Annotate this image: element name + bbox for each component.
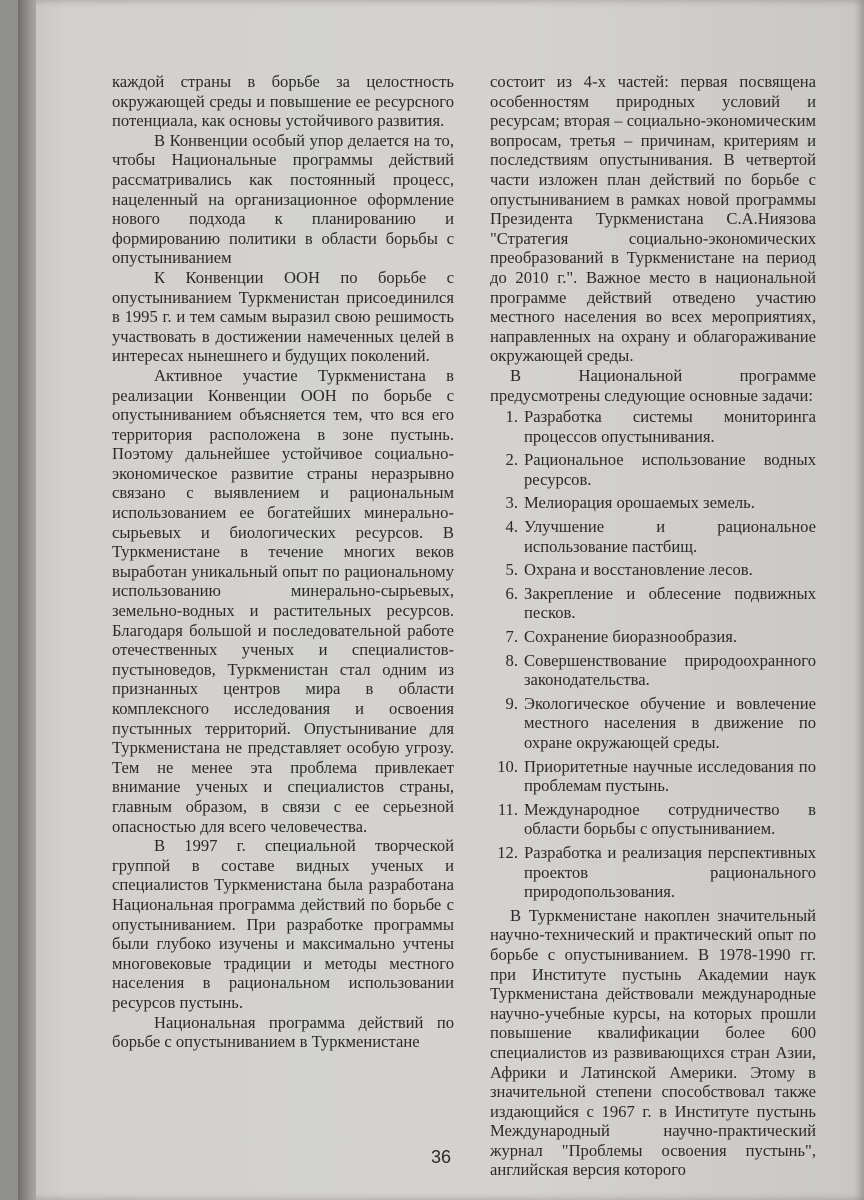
right-column: [490, 72, 816, 1180]
paragraph: В 1997 г. специальной творческой группой в составе видных ученых и специалистов Туркменистана была разработана Национальная программа действий по борьбе с опустыниванием. При разработке программы были глубоко изучены и максимально учтены многовековые традиции и методы местного населения в рациональном использовании ресурсов пустынь.: [112, 836, 454, 1012]
list-item: 5. Охрана и восстановление лесов.: [505, 560, 753, 580]
list-item: 1. Разработка системы мониторинга процессов опустынивания.: [505, 407, 816, 446]
book-page: [18, 0, 864, 1200]
list-item: 7. Сохранение биоразнообразия.: [505, 627, 738, 647]
page-number: 36: [430, 1147, 452, 1167]
left-column: [112, 72, 454, 1052]
list-item: 11. Международное сотрудничество в области борьбы с опустыниванием.: [497, 799, 816, 839]
paragraph: В Туркменистане накоплен значительный научно-технический и практический опыт по борьбе с опустыниванием. В 1978-1990 гг. при Институте пустынь Академии наук Туркменистана действовали международные научно-учебные курсы, на которых прошли повышение квалификации более 600 специалистов из развивающихся стран Азии, Африки и Латинской Америки. Этому в значительной степени способствовал также издающийся с 1967 г. в Институте пустынь Международный научно-практический журнал "Проблемы освоения пустынь", английская версия которого: [490, 905, 816, 1180]
list-item: 4. Улучшение и рациональное использование пастбищ.: [505, 517, 816, 556]
list-item: 12. Разработка и реализация перспективных проектов рационального природопользования.: [497, 842, 816, 902]
tasks-list: [490, 407, 816, 902]
page-edge-shadow: [18, 0, 36, 1200]
list-item: 9. Экологическое обучение и вовлечение местного населения в движение по охране окружающей среды.: [505, 693, 816, 752]
paragraph: Национальная программа действий по борьбе с опустыниванием в Туркменистане: [112, 1012, 454, 1052]
paragraph: каждой страны в борьбе за целостность окружающей среды и повышение ее ресурсного потенциала, как основы устойчивого развития.: [112, 72, 454, 131]
paragraph: Активное участие Туркменистана в реализации Конвенции ООН по борьбе с опустыниванием объясняется тем, что вся его территория расположена в зоне пустынь. Поэтому дальнейшее устойчивое социально-экономическое развитие страны неразрывно связано с выявлением и рациональным использованием ее богатейших минерально-сырьевых и биологических ресурсов. В Туркменистане в течение многих веков выработан уникальный опыт по рациональному использованию минерально-сырьевых, земельно-водных и растительных ресурсов. Благодаря большой и последовательной работе отечественных ученых и специалистов-пустыноведов, Туркменистан стал одним из признанных центров мира в области комплексного исследования и освоения пустынных территорий. Опустынивание для Туркменистана не представляет особую угрозу. Тем не менее эта проблема привлекает внимание ученых и специалистов страны, главным образом, в связи с ее серьезной опасностью для всего человечества.: [112, 365, 454, 836]
list-item: 8. Совершенствование природоохранного законодательства.: [505, 650, 816, 690]
list-item: 10. Приоритетные научные исследования по проблемам пустынь.: [497, 756, 816, 796]
paragraph: состоит из 4-х частей: первая посвящена особенностям природных условий и ресурсам; вторая – социально-экономическим вопросам, третья – причинам, критериям и последствиям опустынивания. В четвертой части изложен план действий по борьбе с опустыниванием в рамках новой программы Президента Туркменистана С.А.Ниязова "Стратегия социально-экономических преобразований в Туркменистане на период до 2010 г.". Важное место в национальной программе действий отведено участию местного населения во всех мероприятиях, направленных на охрану и облагораживание окружающей среды.: [490, 72, 816, 366]
list-item: 2. Рациональное использование водных ресурсов.: [505, 450, 816, 489]
list-intro: В Национальной программе предусмотрены следующие основные задачи:: [490, 365, 816, 405]
paragraph: В Конвенции особый упор делается на то, чтобы Национальные программы действий рассматривались как постоянный процесс, нацеленный на организационное оформление нового подхода к планированию и формированию политики в области борьбы с опустыниванием: [112, 130, 454, 268]
list-item: 6. Закрепление и облесение подвижных песков.: [505, 583, 816, 623]
list-item: 3. Мелиорация орошаемых земель.: [505, 493, 755, 513]
paragraph: К Конвенции ООН по борьбе с опустыниванием Туркменистан присоединился в 1995 г. и тем самым выразил свою решимость участвовать в достижении намеченных целей в интересах нынешнего и будущих поколений.: [112, 267, 454, 366]
